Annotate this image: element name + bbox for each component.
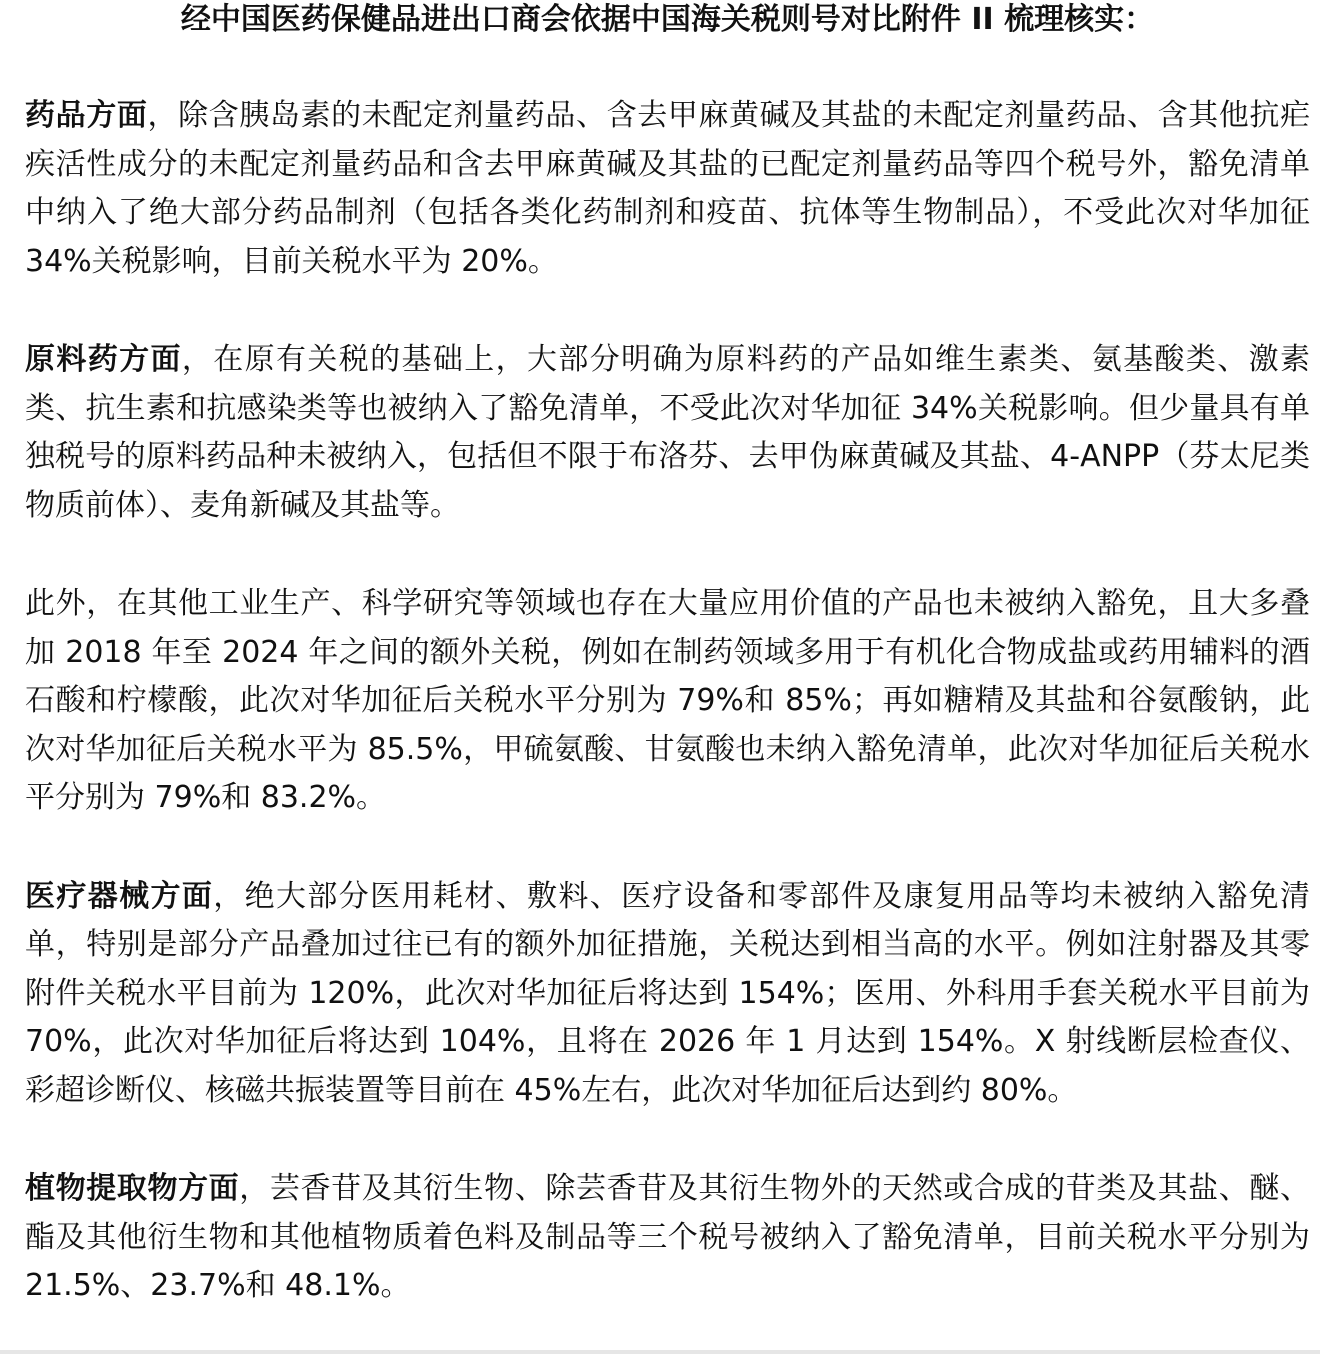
paragraph-lead: 药品方面 xyxy=(25,98,148,133)
paragraph-text: ，在原有关税的基础上，大部分明确为原料药的产品如维生素类、氨基酸类、激素类、抗生素和抗感染类等也被纳入了豁免清单，不受此次对华加征 34%关税影响。但少量具有单独税号的原料药品种未被纳入，包括但不限于布洛芬、去甲伪麻黄碱及其盐、4-ANPP（芬太尼类物质前体）、麦角新碱及其盐等。 xyxy=(25,342,1310,523)
paragraph-apis xyxy=(25,336,1310,530)
paragraph-text: 此外，在其他工业生产、科学研究等领域也存在大量应用价值的产品也未被纳入豁免，且大多叠加 2018 年至 2024 年之间的额外关税，例如在制药领域多用于有机化合物成盐或药用辅料的酒石酸和柠檬酸，此次对华加征后关税水平分别为 79%和 85%；再如糖精及其盐和谷氨酸钠，此次对华加征后关税水平为 85.5%，甲硫氨酸、甘氨酸也未纳入豁免清单，此次对华加征后关税水平分别为 79%和 83.2%。 xyxy=(25,586,1310,815)
paragraph-drugs xyxy=(25,92,1310,286)
paragraph-text: ，除含胰岛素的未配定剂量药品、含去甲麻黄碱及其盐的未配定剂量药品、含其他抗疟疾活性成分的未配定剂量药品和含去甲麻黄碱及其盐的已配定剂量药品等四个税号外，豁免清单中纳入了绝大部分药品制剂（包括各类化药制剂和疫苗、抗体等生物制品），不受此次对华加征 34%关税影响，目前关税水平为 20%。 xyxy=(25,98,1311,279)
paragraph-text: ，芸香苷及其衍生物、除芸香苷及其衍生物外的天然或合成的苷类及其盐、醚、酯及其他衍生物和其他植物质着色料及制品等三个税号被纳入了豁免清单，目前关税水平分别为 21.5%、23.7%和 48.1%。 xyxy=(25,1171,1311,1303)
paragraph-lead: 医疗器械方面 xyxy=(25,878,214,914)
bottom-divider xyxy=(0,1350,1320,1354)
paragraph-other-products xyxy=(25,580,1310,823)
paragraph-medical-devices xyxy=(25,873,1310,1116)
document-title: 经中国医药保健品进出口商会依据中国海关税则号对比附件 II 梳理核实： xyxy=(180,2,1155,37)
paragraph-text: ，绝大部分医用耗材、敷料、医疗设备和零部件及康复用品等均未被纳入豁免清单，特别是部分产品叠加过往已有的额外加征措施，关税达到相当高的水平。例如注射器及其零附件关税水平目前为 120%，此次对华加征后将达到 154%；医用、外科用手套关税水平目前为 70%，此次对华加征后将达到 104%，且将在 2026 年 1 月达到 154%。X 射线断层检查仪、彩超诊断仪、核磁共振装置等目前在 45%左右，此次对华加征后达到约 80%。 xyxy=(25,878,1310,1108)
paragraph-lead: 原料药方面 xyxy=(25,342,182,377)
paragraph-lead: 植物提取物方面 xyxy=(25,1171,240,1206)
document-page xyxy=(25,0,1310,1311)
paragraph-plant-extracts xyxy=(25,1165,1310,1311)
